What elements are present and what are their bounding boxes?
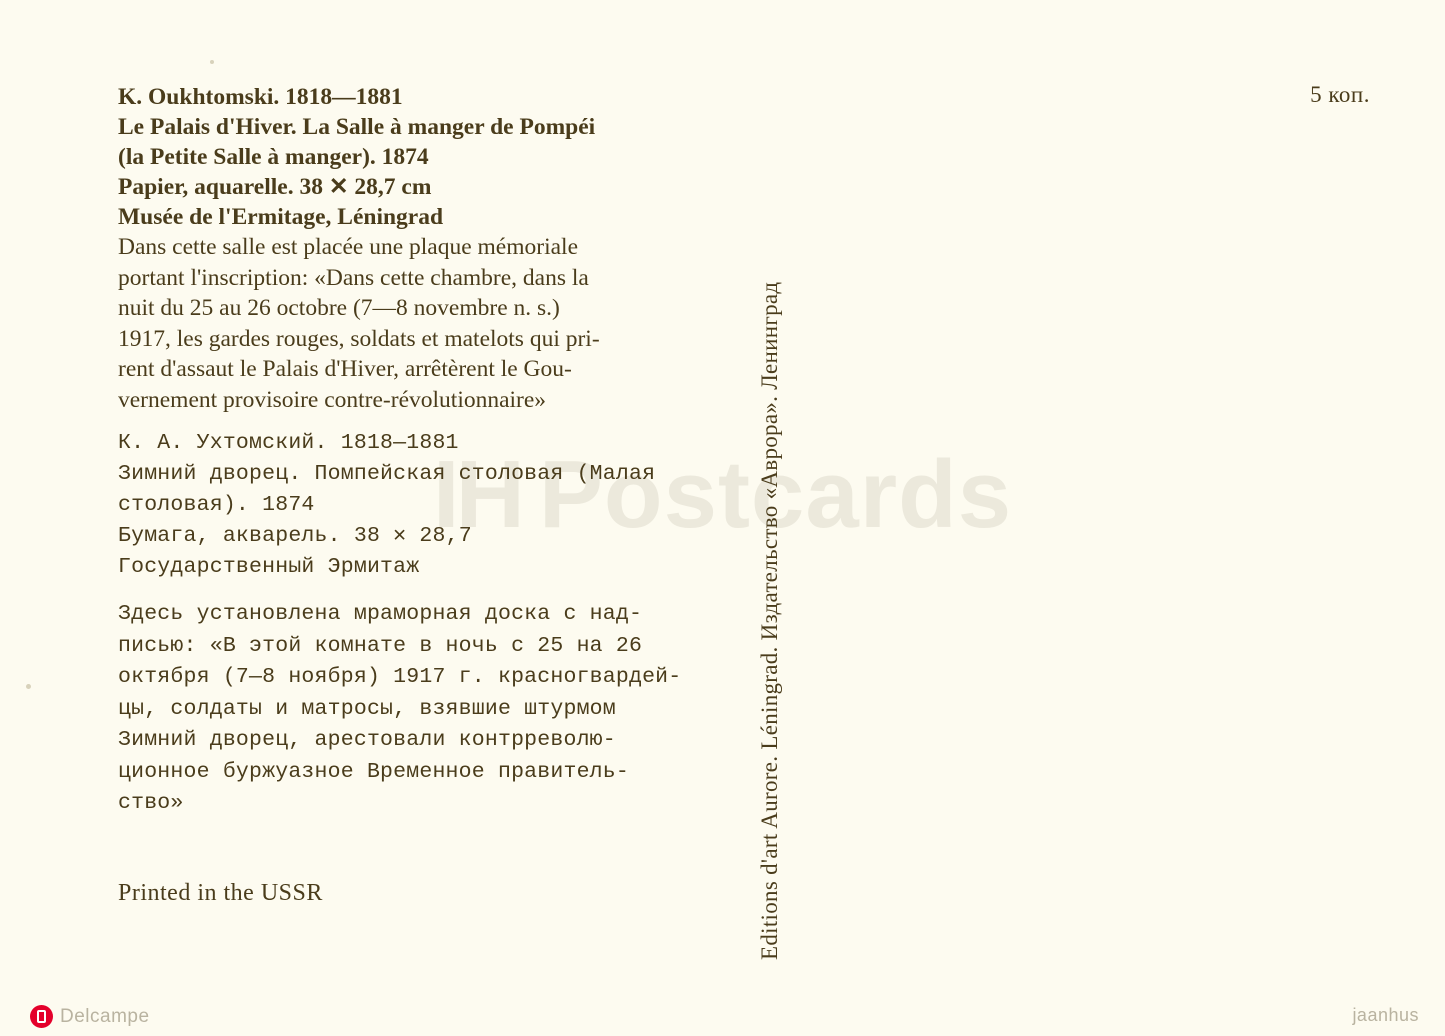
russian-note-line: Здесь установлена мраморная доска с над-	[118, 602, 643, 626]
french-museum-line: Musée de l'Ermitage, Léningrad	[118, 204, 444, 230]
publisher-vertical-line	[757, 60, 817, 960]
russian-artist-line: К. А. Ухтомский. 1818—1881	[118, 431, 459, 455]
russian-museum-line: Государственный Эрмитаж	[118, 555, 420, 579]
owner-watermark: jaanhus	[1352, 1005, 1419, 1025]
french-caption-block	[118, 82, 738, 415]
french-title-line-2: (la Petite Salle à manger). 1874	[118, 144, 429, 170]
paper-speck	[210, 60, 214, 64]
russian-note-line: Зимний дворец, арестовали контрреволю-	[118, 728, 616, 752]
russian-note-line: ство»	[118, 791, 184, 815]
russian-caption-block	[118, 428, 758, 820]
delcampe-logo-icon	[30, 1005, 53, 1028]
price-label: 5 коп.	[1310, 82, 1370, 107]
russian-note-line: писью: «В этой комнате в ночь с 25 на 26	[118, 633, 643, 658]
french-title-line-1: Le Palais d'Hiver. La Salle à manger de Pompéi	[118, 114, 596, 140]
delcampe-watermark	[30, 1005, 150, 1028]
french-note-line: rent d'assaut le Palais d'Hiver, arrêtèrent le Gou-	[118, 356, 572, 382]
french-note	[118, 232, 738, 415]
french-note-line: vernement provisoire contre-révolutionnaire»	[118, 386, 547, 413]
watermark-text: Postcards	[538, 441, 1013, 548]
french-note-line: Dans cette salle est placée une plaque mémoriale	[118, 234, 578, 260]
french-artist-line: K. Oukhtomski. 1818—1881	[118, 84, 403, 110]
paper-speck	[26, 684, 31, 689]
french-note-line: nuit du 25 au 26 octobre (7—8 novembre n. s.)	[118, 295, 560, 321]
french-medium-line: Papier, aquarelle. 38 ✕ 28,7 cm	[118, 174, 432, 200]
russian-note	[118, 599, 758, 820]
russian-note-line: октября (7—8 ноября) 1917 г. красногвардей-	[118, 665, 682, 689]
russian-note-line: цы, солдаты и матросы, взявшие штурмом	[118, 696, 616, 721]
russian-note-line: ционное буржуазное Временное правитель-	[118, 759, 629, 784]
russian-title-line-2: столовая). 1874	[118, 493, 315, 517]
russian-medium-line: Бумага, акварель. 38 ✕ 28,7	[118, 524, 472, 548]
watermark-prefix: IH	[432, 441, 521, 548]
russian-title-line-1: Зимний дворец. Помпейская столовая (Малая	[118, 462, 656, 486]
publisher-text: Editions d'art Aurore. Léningrad. Издательство «Аврора». Ленинград	[757, 281, 782, 960]
french-note-line: 1917, les gardes rouges, soldats et matelots qui pri-	[118, 325, 600, 352]
printed-in-label: Printed in the USSR	[118, 880, 323, 906]
french-note-line: portant l'inscription: «Dans cette chambre, dans la	[118, 264, 589, 291]
delcampe-label: Delcampe	[60, 1005, 150, 1027]
